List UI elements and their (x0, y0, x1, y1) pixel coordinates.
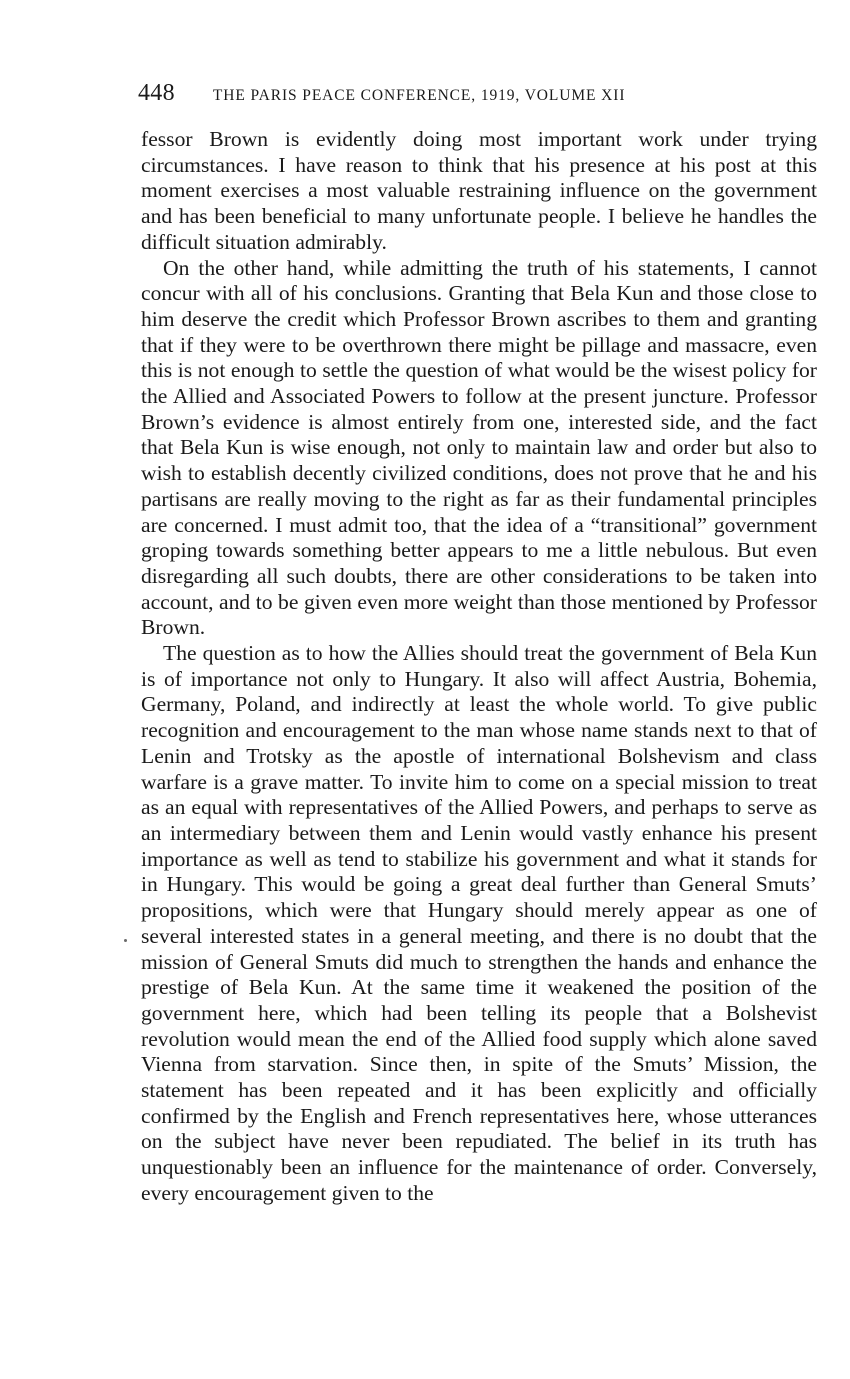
margin-mark (124, 939, 127, 942)
running-head (138, 80, 818, 110)
running-title: THE PARIS PEACE CONFERENCE, 1919, VOLUME XII (212, 87, 626, 104)
paragraph-question-of-treatment: The question as to how the Allies should treat the government of Bela Kun is of importance not only to Hungary. It also will affect Austria, Bohemia, Germany, Poland, and indirectly at least the whole world. To give public recognition and encouragement to the man whose name stands next to that of Lenin and Trotsky as the apostle of international Bolshevism and class warfare is a grave matter. To invite him to come on a special mission to treat as an equal with representatives of the Allied Powers, and perhaps to serve as an intermediary between them and Lenin would vastly enhance his present importance as well as tend to stabilize his government and what it stands for in Hungary. This would be going a great deal further than General Smuts’ propositions, which were that Hungary should merely appear as one of several interested states in a general meeting, and there is no doubt that the mission of General Smuts did much to strengthen the hands and enhance the prestige of Bela Kun. At the same time it weakened the position of the government here, which had been telling its people that a Bolshevist revolution would mean the end of the Allied food supply which alone saved Vienna from starvation. Since then, in spite of the Smuts’ Mission, the statement has been repeated and it has been explicitly and officially confirmed by the English and French representatives here, whose utterances on the subject have never been repudiated. The belief in its truth has unquestionably been an influence for the maintenance of order. Conversely, every encouragement given to the (141, 641, 817, 1205)
paragraph-continuation: fessor Brown is evidently doing most important work under trying circumstances. I have reason to think that his presence at his post at this moment exercises a most valuable restraining influence on the government and has been beneficial to many unfortunate people. I believe he handles the difficult situation admirably. (141, 127, 817, 254)
paragraph-conclusions: On the other hand, while admitting the truth of his statements, I cannot concur with all of his conclusions. Granting that Bela Kun and those close to him deserve the credit which Professor Brown ascribes to them and granting that if they were to be overthrown there might be pillage and massacre, even this is not enough to settle the question of what would be the wisest policy for the Allied and Associated Powers to follow at the present juncture. Professor Brown’s evidence is almost entirely from one, interested side, and the fact that Bela Kun is wise enough, not only to maintain law and order but also to wish to establish decently civilized conditions, does not prove that he and his partisans are really moving to the right as far as their fundamental principles are concerned. I must admit too, that the idea of a “transitional” government groping towards something better appears to me a little nebulous. But even disregarding all such doubts, there are other considerations to be taken into account, and to be given even more weight than those mentioned by Professor Brown. (141, 255, 817, 640)
body-text (141, 127, 817, 1207)
page-number: 448 (138, 80, 175, 106)
